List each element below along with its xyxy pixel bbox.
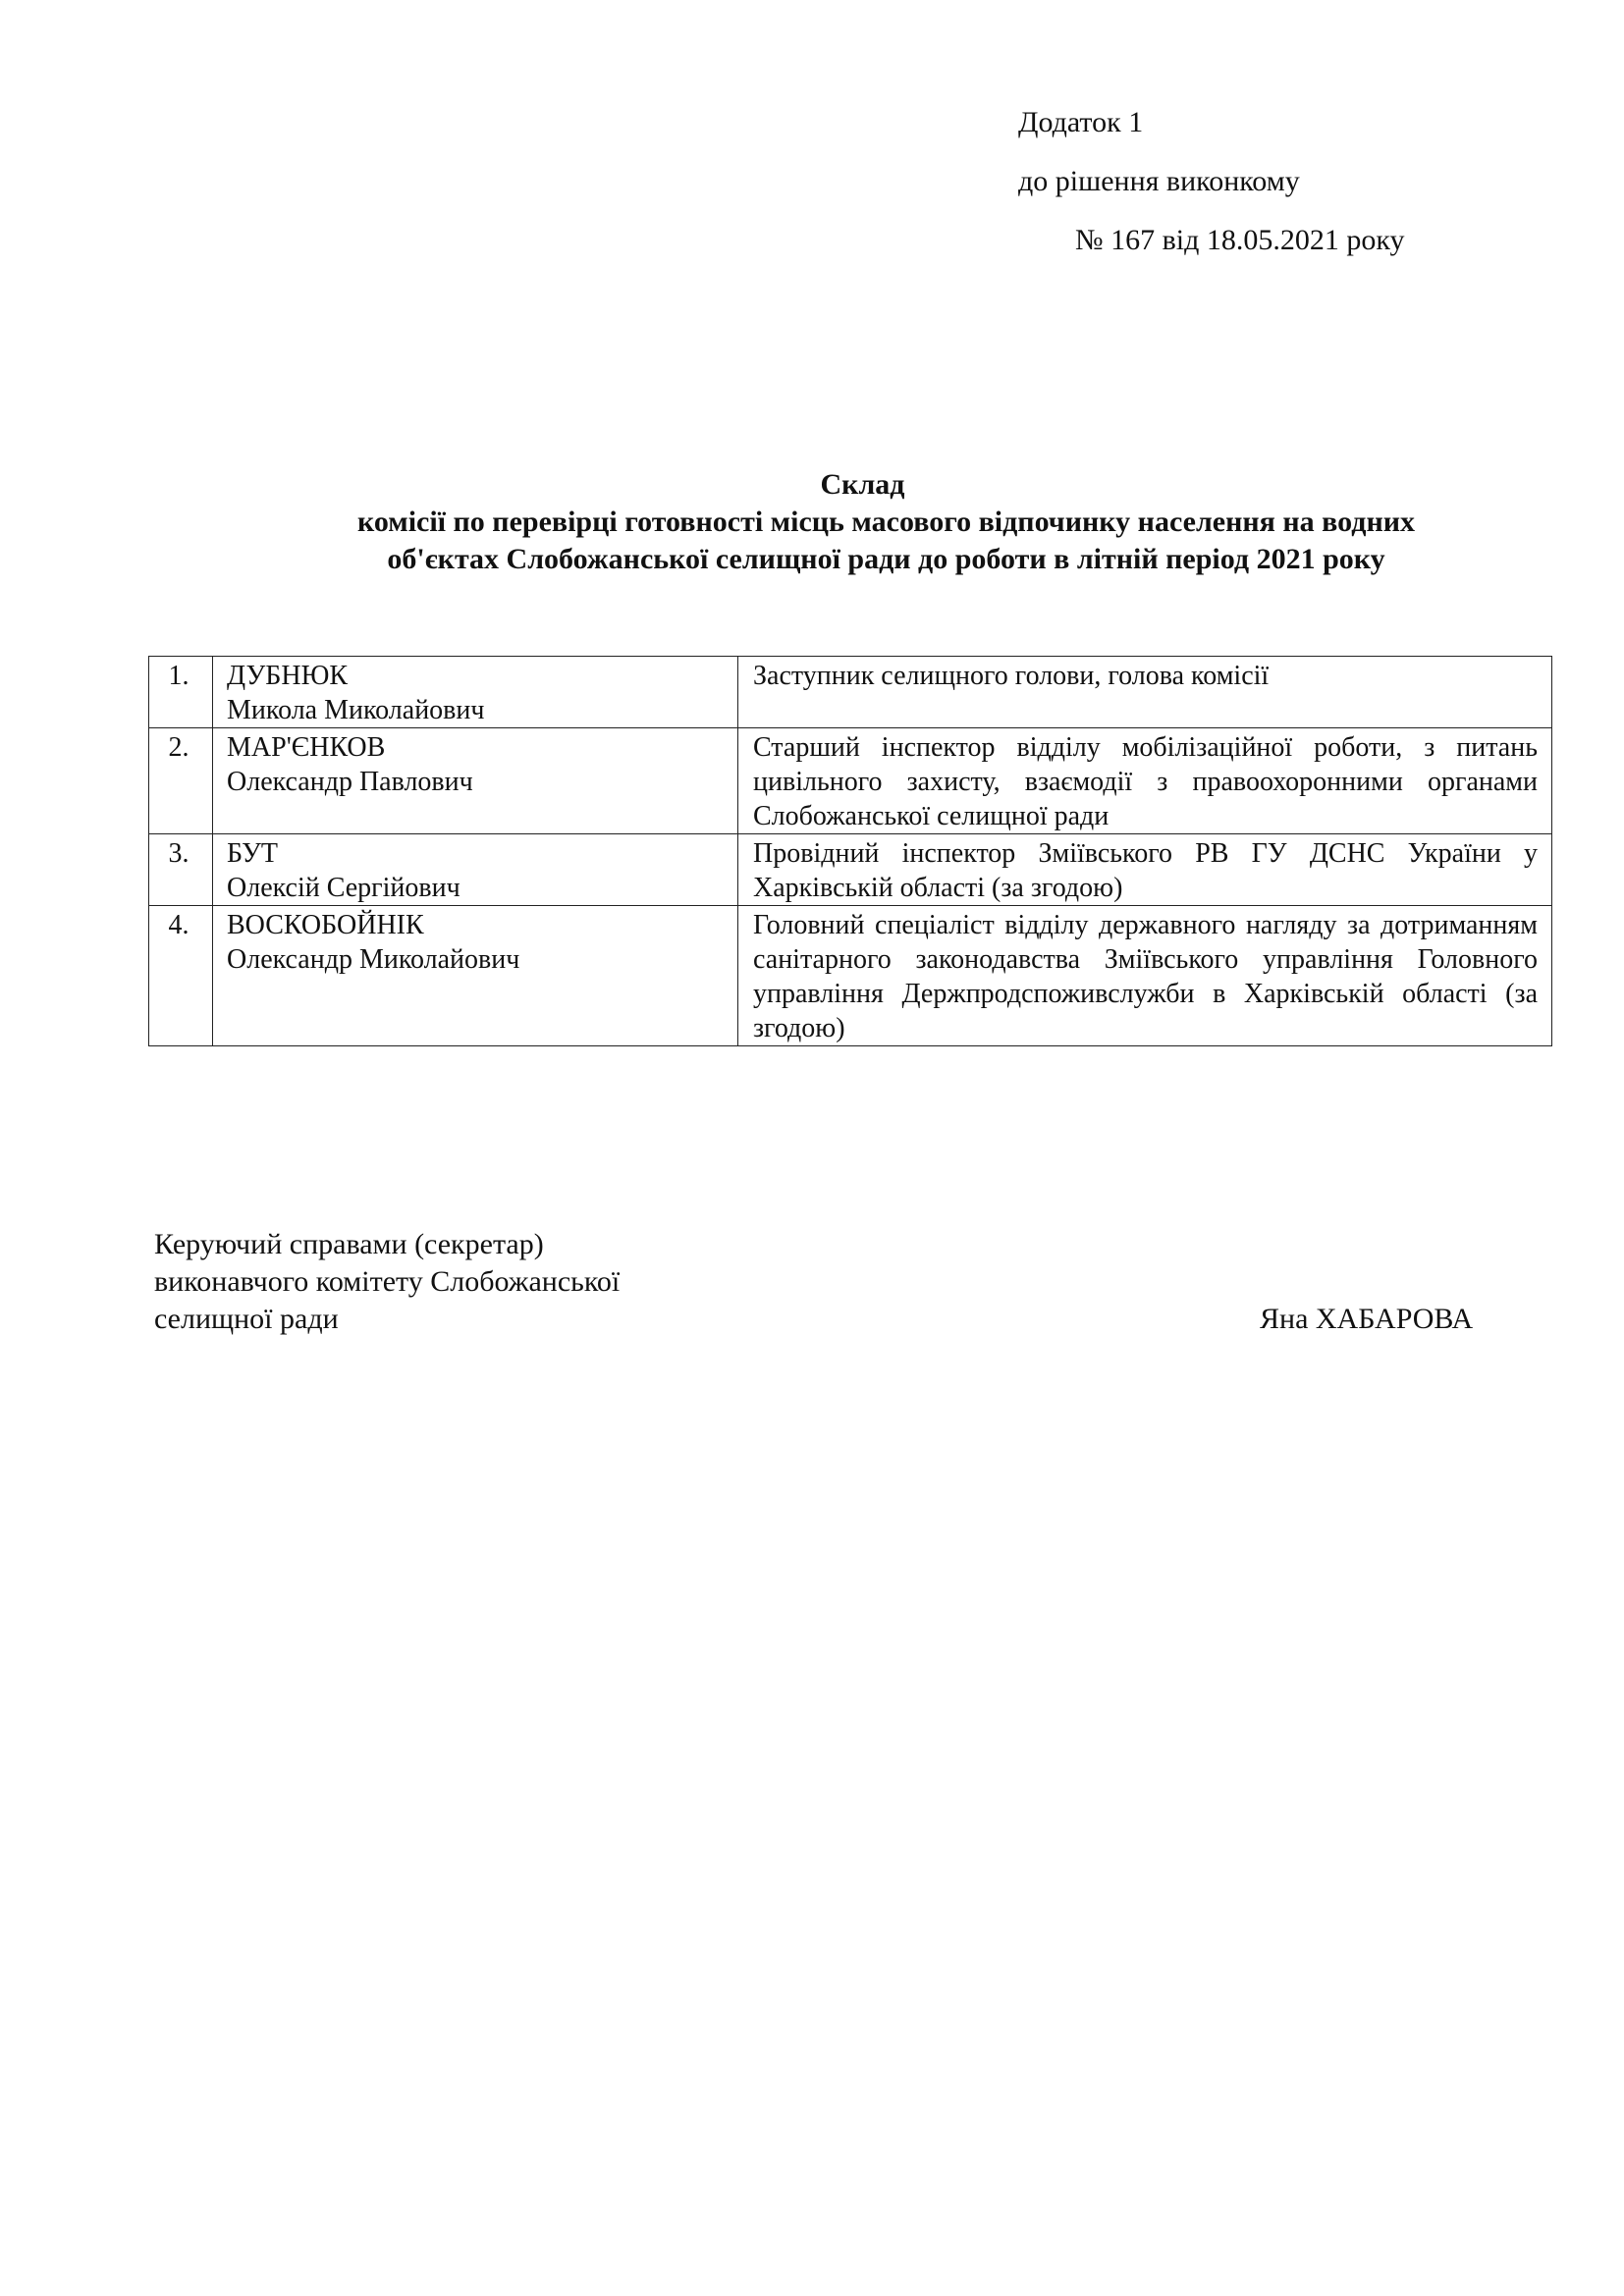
signature-title-line1: Керуючий справами (секретар) (154, 1228, 544, 1260)
commission-members-table (148, 656, 1552, 1046)
appendix-label: Додаток 1 (1018, 106, 1144, 138)
signature-title-line3: селищної ради (154, 1303, 339, 1335)
member-position: Провідний інспектор Зміївського РВ ГУ ДСНС України у Харківській області (за згодою) (738, 834, 1552, 906)
member-position: Головний спеціаліст відділу державного нагляду за дотриманням санітарного законодавства Зміївського управління Головного управління Держпродспоживслужби в Харківській області (за згодою) (738, 906, 1552, 1046)
member-surname: ВОСКОБОЙНІК (227, 910, 424, 940)
member-name (213, 906, 738, 1046)
table-row (149, 834, 1552, 906)
signature-title-line2: виконавчого комітету Слобожанської (154, 1265, 621, 1298)
table-row (149, 728, 1552, 834)
member-number: 3. (149, 834, 213, 906)
document-title (147, 466, 1624, 578)
member-number: 2. (149, 728, 213, 834)
member-name (213, 728, 738, 834)
table-row (149, 906, 1552, 1046)
table-row (149, 657, 1552, 728)
signer-name: Яна ХАБАРОВА (1260, 1303, 1474, 1335)
member-given-names: Микола Миколайович (227, 695, 485, 725)
appendix-header (1018, 93, 1405, 270)
member-surname: ДУБНЮК (227, 661, 349, 691)
member-surname: БУТ (227, 838, 279, 869)
member-surname: МАР'ЄНКОВ (227, 732, 386, 763)
appendix-decision-number-date: № 167 від 18.05.2021 року (1075, 224, 1405, 256)
title-subtitle-line2: об'єктах Слобожанської селищної ради до роботи в літній період 2021 року (387, 543, 1385, 575)
member-given-names: Олександр Павлович (227, 767, 473, 797)
title-heading: Склад (820, 468, 905, 501)
member-name (213, 657, 738, 728)
member-number: 4. (149, 906, 213, 1046)
signature-block (154, 1226, 620, 1338)
appendix-decision-ref: до рішення виконкому (1018, 165, 1300, 197)
member-given-names: Олексій Сергійович (227, 873, 460, 903)
member-name (213, 834, 738, 906)
member-number: 1. (149, 657, 213, 728)
member-position: Старший інспектор відділу мобілізаційної роботи, з питань цивільного захисту, взаємодії з правоохоронними органами Слобожанської селищної ради (738, 728, 1552, 834)
member-given-names: Олександр Миколайович (227, 944, 520, 975)
member-position: Заступник селищного голови, голова комісії (738, 657, 1552, 728)
title-subtitle-line1: комісії по перевірці готовності місць масового відпочинку населення на водних (356, 506, 1416, 538)
